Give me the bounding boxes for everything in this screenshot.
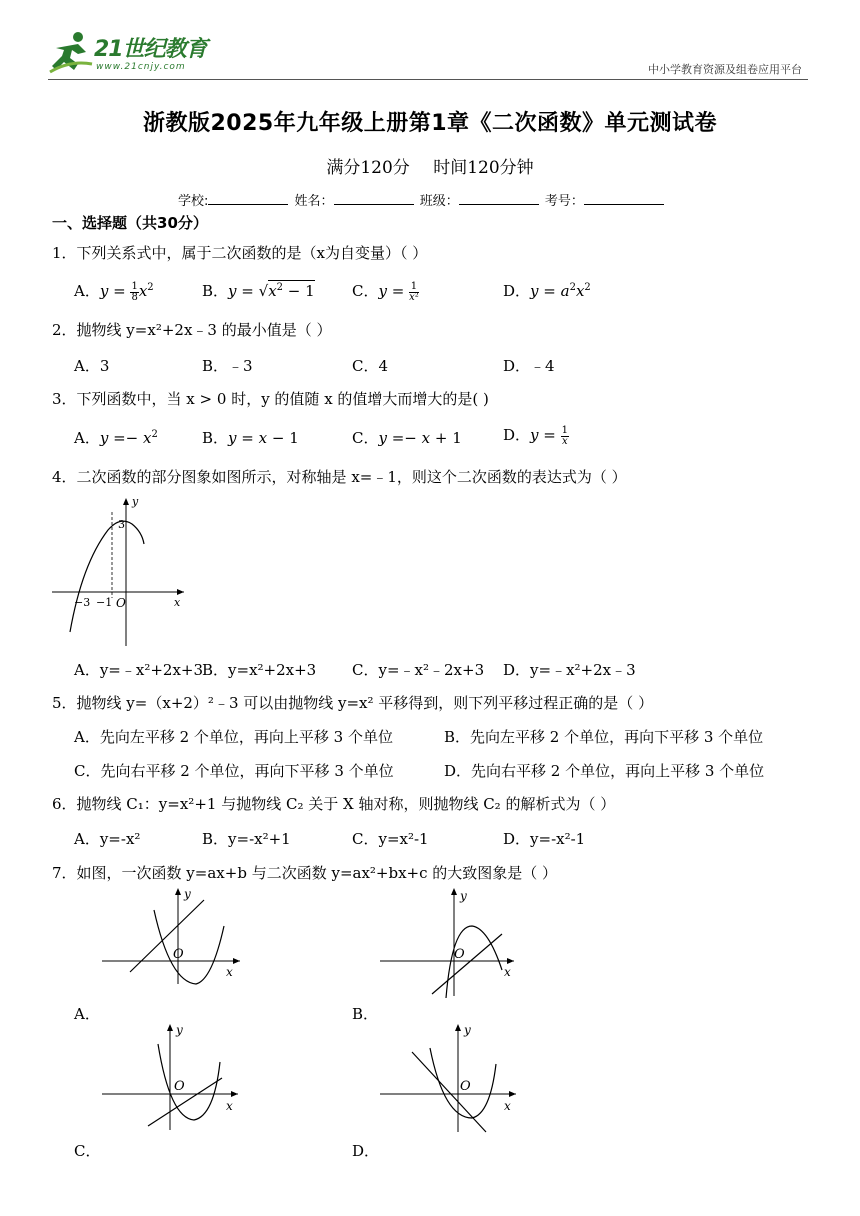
class-blank[interactable] [459, 193, 539, 205]
page-subtitle: 满分120分 时间120分钟 [326, 158, 534, 178]
q7d-origin-label: O [460, 1079, 471, 1094]
question-7-option-d[interactable]: D． [352, 1142, 380, 1160]
question-6-stem: 6．抛物线 C₁：y=x²+1 与抛物线 C₂ 关于 X 轴对称，则抛物线 C₂ 的解析式为（ ） [52, 795, 616, 813]
logo-text: 21世纪教育 [94, 37, 207, 62]
question-6-option-a[interactable]: A．y=-x² [74, 830, 141, 848]
page-title: 浙教版2025年九年级上册第1章《二次函数》单元测试卷 [142, 111, 718, 136]
q4-intercept-3-label: 3 [118, 518, 125, 531]
question-3-option-c[interactable]: C．y =− x + 1 [352, 429, 462, 447]
name-label: 姓名： [294, 194, 334, 209]
question-7-option-b[interactable]: B． [352, 1005, 379, 1023]
page-header [0, 0, 860, 80]
question-3-option-d[interactable]: D．y = $\frac{1}{x}$ [503, 424, 568, 447]
q4-y-label: y [132, 495, 139, 508]
question-1-option-a[interactable]: A．y = $\frac{1}{8}$ $x^2$ [74, 280, 154, 303]
question-6-option-b[interactable]: B．y=-x²+1 [202, 830, 291, 848]
question-4-option-b[interactable]: B．y=x²+2x+3 [202, 661, 317, 679]
question-6-option-c[interactable]: C．y=x²-1 [352, 830, 429, 848]
question-2-option-c[interactable]: C．4 [352, 357, 389, 375]
school-label: 学校: [178, 194, 209, 209]
question-5-stem: 5．抛物线 y=（x+2）²﹣3 可以由抛物线 y=x² 平移得到，则下列平移过程正确的是（ ） [52, 694, 654, 712]
header-platform-text: 中小学教育资源及组卷应用平台 [648, 63, 802, 76]
section-heading: 一、选择题（共30分） [52, 214, 208, 232]
q4-axis-neg1-label: −1 [96, 596, 113, 609]
question-6-option-d[interactable]: D．y=-x²-1 [503, 830, 586, 848]
question-2-option-b[interactable]: B．﹣3 [202, 357, 253, 375]
question-7-stem: 7．如图，一次函数 y=ax+b 与二次函数 y=ax²+bx+c 的大致图象是（ ） [52, 864, 558, 882]
q7b-y-label: y [460, 889, 467, 903]
question-2-stem: 2．抛物线 y=x²+2x﹣3 的最小值是（ ） [52, 321, 332, 339]
question-5-option-a[interactable]: A．先向左平移 2 个单位，再向上平移 3 个单位 [74, 728, 393, 746]
question-2-option-a[interactable]: A．3 [74, 357, 110, 375]
q7d-y-label: y [464, 1023, 471, 1037]
question-2-option-d[interactable]: D．﹣4 [503, 357, 555, 375]
q4-x-label: x [174, 596, 181, 609]
q4-root-neg3-label: −3 [74, 596, 91, 609]
q7a-y-label: y [184, 887, 191, 901]
question-7-option-c[interactable]: C． [74, 1142, 101, 1160]
question-1-option-d[interactable]: D．$y = a^2x^2$ [503, 282, 591, 300]
q7a-origin-label: O [173, 947, 184, 962]
q7b-origin-label: O [454, 947, 465, 962]
student-info-line [178, 190, 666, 209]
q4-origin-label: O [116, 596, 126, 610]
question-5-option-d[interactable]: D．先向右平移 2 个单位，再向上平移 3 个单位 [444, 762, 765, 780]
question-3-option-a[interactable]: A．$y =- x^2$ [74, 429, 158, 447]
question-1-stem: 1．下列关系式中，属于二次函数的是（x为自变量）（ ） [52, 244, 428, 262]
question-3-stem: 3．下列函数中，当 x > 0 时，y 的值随 x 的值增大而增大的是( ) [52, 390, 489, 408]
question-7-graph-d [378, 1022, 528, 1136]
question-4-graph [48, 494, 198, 650]
question-5-option-c[interactable]: C．先向右平移 2 个单位，再向下平移 3 个单位 [74, 762, 394, 780]
school-blank[interactable] [208, 193, 288, 205]
number-label: 考号： [544, 194, 584, 209]
question-4-stem: 4．二次函数的部分图象如图所示，对称轴是 x=﹣1，则这个二次函数的表达式为（ ） [52, 468, 627, 486]
question-1-option-b[interactable]: B．$y = √x^2 - 1$ [202, 282, 315, 300]
question-5-option-b[interactable]: B．先向左平移 2 个单位，再向下平移 3 个单位 [444, 728, 764, 746]
q7c-origin-label: O [174, 1079, 185, 1094]
runner-icon [48, 30, 94, 74]
q7b-x-label: x [504, 965, 511, 979]
question-7-graph-c [100, 1022, 250, 1132]
logo-url: www.21cnjy.com [96, 62, 186, 72]
site-logo [48, 30, 218, 78]
question-4-option-c[interactable]: C．y=﹣x²﹣2x+3 [352, 661, 485, 679]
name-blank[interactable] [334, 193, 414, 205]
number-blank[interactable] [584, 193, 664, 205]
header-divider [48, 79, 808, 80]
question-1-option-c[interactable]: C．y = $\frac{1}{\text{x²}}$ [352, 280, 419, 303]
question-3-option-b[interactable]: B．y = x − 1 [202, 429, 299, 447]
q7c-y-label: y [176, 1023, 183, 1037]
q7c-x-label: x [226, 1099, 233, 1113]
question-7-graph-b [378, 886, 528, 998]
question-7-graph-a [100, 886, 250, 986]
class-label: 班级： [419, 194, 459, 209]
q7d-x-label: x [504, 1099, 511, 1113]
q7a-x-label: x [226, 965, 233, 979]
question-4-option-d[interactable]: D．y=﹣x²+2x﹣3 [503, 661, 636, 679]
question-7-option-a[interactable]: A． [74, 1005, 100, 1023]
question-4-option-a[interactable]: A．y=﹣x²+2x+3 [74, 661, 204, 679]
